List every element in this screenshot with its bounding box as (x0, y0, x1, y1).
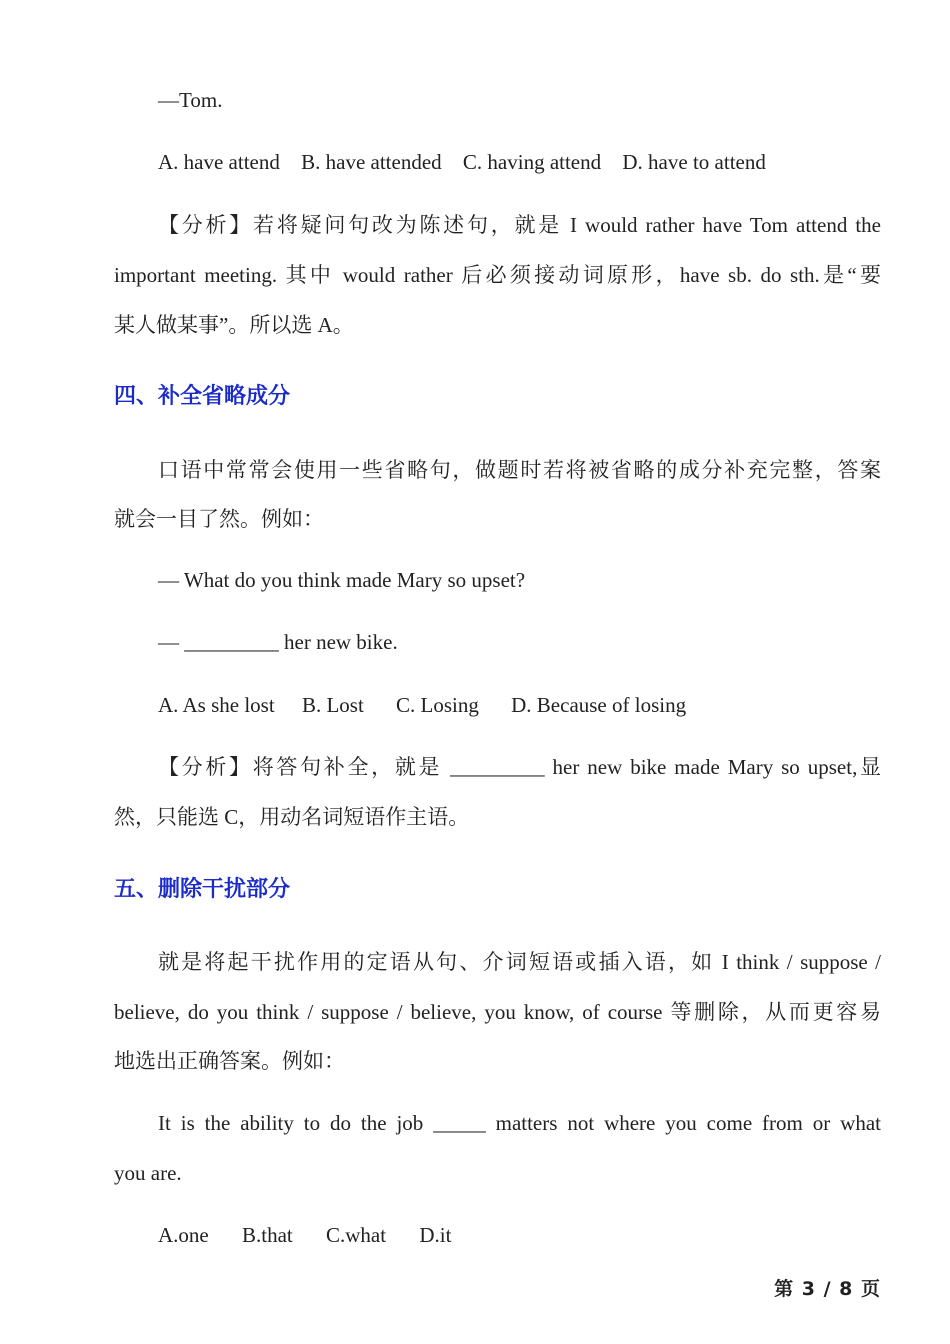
example-answer: — _________ her new bike. (158, 630, 398, 654)
page-number: 第 3 / 8 页 (774, 1278, 881, 1300)
option-a: A.one (158, 1223, 209, 1247)
intro-line: 地选出正确答案。例如： (114, 1049, 345, 1073)
option-a: A. As she lost (158, 693, 275, 717)
analysis-line: 【分析】将答句补全，就是 _________ her new bike made Mary so upset,显 (158, 755, 881, 779)
intro-line: 就是将起干扰作用的定语从句、介词短语或插入语，如 I think / suppose / (158, 950, 881, 974)
options-row (158, 1221, 881, 1249)
option-b: B.that (242, 1223, 293, 1247)
intro-line: 口语中常常会使用一些省略句，做题时若将被省略的成分补充完整，答案 (158, 458, 881, 482)
analysis-line: 某人做某事”。所以选 A。 (114, 313, 354, 337)
option-d: D. Because of losing (511, 693, 687, 717)
option-d: D.it (419, 1223, 452, 1247)
section-heading: 四、补全省略成分 (114, 384, 291, 409)
example-question: — What do you think made Mary so upset? (158, 568, 526, 592)
intro-line: 就会一目了然。例如： (114, 507, 324, 531)
option-c: C. Losing (396, 693, 479, 717)
options-row (158, 148, 881, 176)
option-c: C. having attend (462, 150, 602, 174)
option-c: C.what (326, 1223, 387, 1247)
option-d: D. have to attend (622, 150, 766, 174)
option-b: B. Lost (301, 693, 364, 717)
example-question: you are. (114, 1161, 182, 1185)
intro-line: believe, do you think / suppose / believe, you know, of course 等删除，从而更容易 (114, 1000, 881, 1024)
options-row (158, 691, 881, 719)
option-b: B. have attended (301, 150, 442, 174)
analysis-line: 然，只能选 C，用动名词短语作主语。 (114, 805, 470, 829)
option-a: A. have attend (158, 150, 280, 174)
analysis-line: 【分析】若将疑问句改为陈述句，就是 I would rather have Tom attend the (158, 213, 881, 237)
answer-line: —Tom. (158, 88, 223, 112)
example-question: It is the ability to do the job _____ matters not where you come from or what (158, 1111, 881, 1135)
analysis-line: important meeting. 其中 would rather 后必须接动词原形，have sb. do sth.是“要 (114, 263, 881, 287)
section-heading: 五、删除干扰部分 (114, 877, 291, 902)
